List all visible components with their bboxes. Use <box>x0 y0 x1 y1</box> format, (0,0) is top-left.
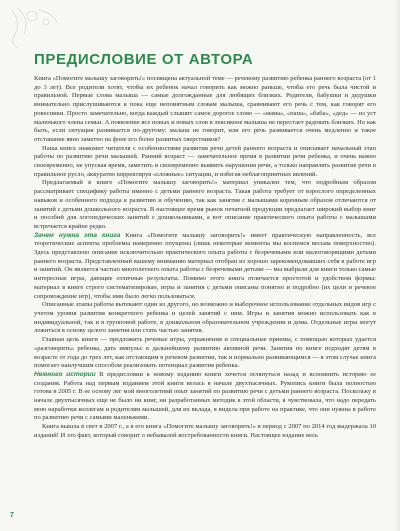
paragraph-lead-heading: Немного истории <box>34 370 96 378</box>
body-text <box>34 75 376 441</box>
page-title: ПРЕДИСЛОВИЕ ОТ АВТОРА <box>34 51 254 68</box>
page-edge-shadow <box>394 0 400 531</box>
paragraph: Зачем нужна эта книга Книга «Помогите малышу заговорить!» имеет практическую направленность, все теоретические аспекты проблемы намеренно опущены (лишь некоторые моменты мы коснемся весьма поверхностно). Здесь представлено описание исключительно практического опыта работы с безречевыми или малоговорящими детьми раннего возраста. Представленный вашему вниманию материал отобран из хорошо зарекомендовавших себя в работе игр и занятий. Он является частью многолетнего опыта работы с безречевыми детьми — мы выбрали для книги только самые интересные игры, дающие отличные результаты. Помимо этого книга отличается простотой и удобством формы: материал в книге строго систематизирован, игры и занятия с детьми описаны понятно и подробно (их цели и речевое сопровождение игр), чтобы ими было легко пользоваться. <box>34 231 377 300</box>
paragraph: Главная цель книги — предложить речевые игры, упражнения и специальные приемы, с помощью которых удается «разговорить» ребенка, дать импульс к дальнейшему развитию активной речи. Занятия по книге подходят детям в возрасте от года до трех лет, как отстающим в речевом развитии, так и нормально развивающимся — в этом случае книга помогает наилучшим способом реализовать потенциал развития ребенка. <box>34 336 376 370</box>
decorative-corner-ornament-icon <box>8 6 66 50</box>
paragraph: Книга «Помогите малышу заговорить!» посвящена актуальной теме — речевому развитию ребенка раннего возраста (от 1 до 3 лет). Все родители хотят, чтобы их ребенок начал говорить как можно раньше, чтобы его речь была чистой и правильной. Первые слова малыша — самые долгожданные для любящих близких. Родители, бабушки и дедушки внимательно прислушиваются к пока еще непонятным словам малыша, сравнивают его речь с тем, как говорят его ровесники. Просто замечательно, когда каждый слышит самое дорогое слово — «мама», «папа», «баба», «дед» — из уст маленького члена семьи. А появление все новых и новых слов в лексиконе малыша не перестает радовать близких. Но как быть, если ситуация развивается по-другому: малыш не говорит, или его речь развивается очень медленно и такое отставание явно заметно на фоне его более развитых сверстников? <box>34 75 376 143</box>
paragraph: Наша книга знакомит читателя с особенностями развития речи детей раннего возраста и описывает начальный этап работы по развитию речи малышей. Ранний возраст — замечательное время в развитии речи ребенка, и очень важно своевременно, не упуская время, заметить и своевременно выявить нарушения речи, а только направлять развитие речи в правильное русло, аккуратно корректируя «сложные» ситуации, и избегая неблагоприятных явлений. <box>34 144 376 178</box>
paragraph: Предлагаемый в книге «Помогите малышу заговорить!» материал уникален тем, что подробным образом рассматривает специфику работы именно с детьми раннего возраста. Такая работа требует от взрослого определенных навыков и особенного подхода к развитию и обучению, так как занятия с малышами коренным образом отличаются от занятий с детьми дошкольного возраста. В настоящее время рынок печатной продукции предлагает широкий выбор книг и пособий для логопедических занятий с дошкольниками, а вот описание практического опыта работы с малышами встречается крайне редко. <box>34 179 376 230</box>
paragraph: Описанные этапы работы вытекают один из другого, но возможно и выборочное использование отдельных видов игр с учетом уровня развития конкретного ребенка и целей занятий с ним. Игры и занятия можно использовать как в индивидуальной, так и в групповой работе, в дошкольном образовательном учреждении и дома. Отдельные игры могут ложиться в основу целого занятия или стать частью занятия. <box>34 301 376 335</box>
paragraph: Книга вышла в свет в 2007 г., а в его книга «Помогите малышу заговорить!» в период с 2007 по 2014 год выдержала 10 изданий! И это факт, который говорит о небывалой востребованности книги. Настоящее издание весь <box>34 423 376 439</box>
paragraph-lead-heading: Зачем нужна эта книга <box>34 231 121 239</box>
page-number: 7 <box>10 512 14 519</box>
paragraph: Немного истории В предисловии к новому изданию книги хочется оглянуться назад и вспомнить историю ее создания. Работа над первым изданием этой книги велась в начале двухтысячных. Рукопись книги была полностью готова в 2005 г. В ее основу лег мой многолетний опыт занятий по развитию речи с детьми раннего возраста. Поскольку в начале двухтысячных еще не было ни книг, ни разработанных методик в этой области, я чувствовала, что надо передать мою наработки коллегам и родителям малышей, для их вклада, я видела при работе на практике, что они нужны в работе по развитию речи с самыми маленькими. <box>34 370 377 422</box>
